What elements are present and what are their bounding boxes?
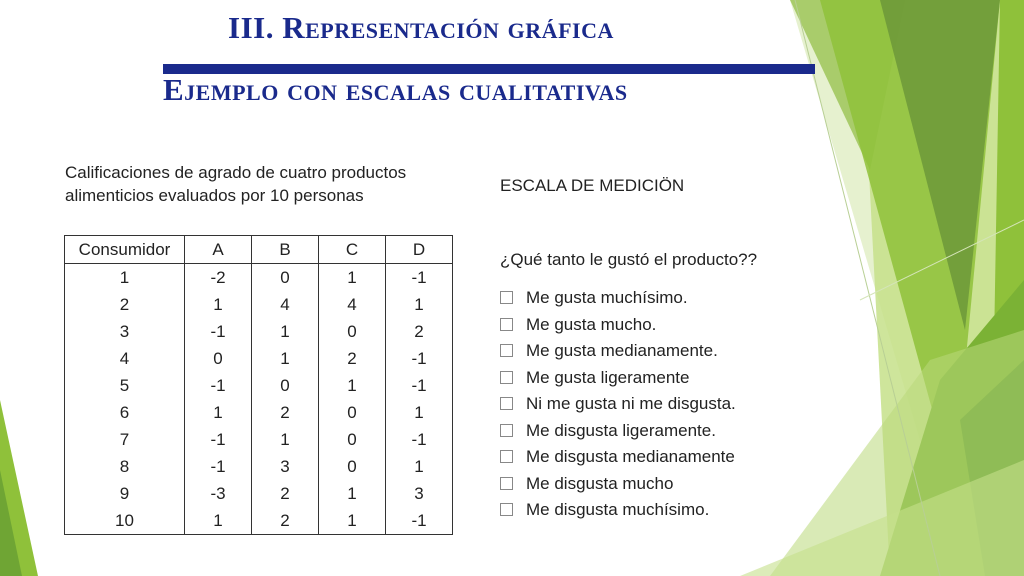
table-cell: 2 (252, 507, 319, 535)
table-cell: 2 (252, 480, 319, 507)
green-facet-decoration-left (0, 0, 60, 576)
list-item (500, 391, 736, 418)
table-row (65, 426, 453, 453)
option-label: Me gusta medianamente. (526, 341, 718, 360)
option-label: Me disgusta ligeramente. (526, 420, 716, 440)
table-cell: 2 (65, 291, 185, 318)
table-header-row (65, 236, 453, 264)
option-label: Me gusta mucho. (526, 314, 657, 334)
table-cell: -1 (185, 318, 252, 345)
list-item (500, 497, 736, 524)
table-cell: -1 (386, 345, 453, 372)
list-item (500, 444, 736, 471)
table-cell: 8 (65, 453, 185, 480)
checkbox-bullet-icon (500, 477, 513, 490)
list-item (500, 312, 736, 339)
table-cell: 0 (319, 426, 386, 453)
table-cell: 7 (65, 426, 185, 453)
list-item (500, 285, 736, 312)
table-cell: 2 (319, 345, 386, 372)
option-label: Ni me gusta ni me disgusta. (526, 394, 736, 413)
table-row (65, 318, 453, 345)
table-cell: 10 (65, 507, 185, 535)
table-cell: 1 (386, 291, 453, 318)
table-cell: 3 (65, 318, 185, 345)
table-cell: 4 (252, 291, 319, 318)
table-cell: 1 (319, 372, 386, 399)
column-header: D (386, 236, 453, 264)
table-cell: 9 (65, 480, 185, 507)
table-cell: 0 (252, 372, 319, 399)
table-row (65, 399, 453, 426)
checkbox-bullet-icon (500, 424, 513, 437)
list-item (500, 338, 736, 365)
table-cell: -1 (386, 372, 453, 399)
column-header: A (185, 236, 252, 264)
table-cell: 1 (386, 399, 453, 426)
table-cell: 2 (252, 399, 319, 426)
checkbox-bullet-icon (500, 450, 513, 463)
table-row (65, 372, 453, 399)
table-cell: 1 (65, 264, 185, 292)
ratings-table (64, 235, 453, 535)
table-cell: -1 (386, 264, 453, 292)
table-cell: 1 (185, 507, 252, 535)
table-cell: -1 (185, 372, 252, 399)
table-cell: 0 (252, 264, 319, 292)
table-cell: -2 (185, 264, 252, 292)
table-row (65, 345, 453, 372)
table-cell: 1 (319, 507, 386, 535)
table-cell: 1 (319, 264, 386, 292)
option-label: Me disgusta mucho (526, 473, 674, 493)
column-header: B (252, 236, 319, 264)
checkbox-bullet-icon (500, 371, 513, 384)
table-cell: 4 (65, 345, 185, 372)
table-cell: 1 (185, 399, 252, 426)
table-cell: 0 (319, 453, 386, 480)
table-cell: 1 (252, 318, 319, 345)
table-row (65, 291, 453, 318)
table-row (65, 507, 453, 535)
table-cell: 2 (386, 318, 453, 345)
checkbox-bullet-icon (500, 503, 513, 516)
table-cell: -1 (185, 426, 252, 453)
table-caption: Calificaciones de agrado de cuatro productos alimenticios evaluados por 10 personas (65, 163, 407, 205)
table-cell: 1 (252, 426, 319, 453)
table-cell: 3 (386, 480, 453, 507)
scale-options-list (500, 285, 736, 524)
table-cell: 0 (185, 345, 252, 372)
scale-title: ESCALA DE MEDICIÖN (500, 176, 685, 195)
checkbox-bullet-icon (500, 318, 513, 331)
option-label: Me gusta muchísimo. (526, 288, 688, 307)
table-cell: 6 (65, 399, 185, 426)
table-cell: 5 (65, 372, 185, 399)
table-row (65, 480, 453, 507)
page-subtitle: Ejemplo con escalas cualitativas (163, 72, 628, 107)
table-cell: -3 (185, 480, 252, 507)
list-item (500, 471, 736, 498)
checkbox-bullet-icon (500, 344, 513, 357)
table-cell: 0 (319, 399, 386, 426)
checkbox-bullet-icon (500, 397, 513, 410)
table-cell: -1 (185, 453, 252, 480)
table-cell: 3 (252, 453, 319, 480)
table-cell: 1 (319, 480, 386, 507)
column-header: C (319, 236, 386, 264)
table-cell: -1 (386, 507, 453, 535)
table-cell: 1 (252, 345, 319, 372)
column-header: Consumidor (65, 236, 185, 264)
table-cell: 4 (319, 291, 386, 318)
table-row (65, 264, 453, 292)
option-label: Me disgusta medianamente (526, 447, 735, 466)
table-cell: 1 (386, 453, 453, 480)
page-title: III. Representación gráfica (228, 10, 614, 45)
option-label: Me disgusta muchísimo. (526, 500, 710, 519)
table-row (65, 453, 453, 480)
table-cell: 0 (319, 318, 386, 345)
checkbox-bullet-icon (500, 291, 513, 304)
list-item (500, 365, 736, 392)
list-item (500, 418, 736, 445)
table-cell: -1 (386, 426, 453, 453)
table-cell: 1 (185, 291, 252, 318)
scale-question: ¿Qué tanto le gustó el producto?? (500, 250, 758, 269)
option-label: Me gusta ligeramente (526, 367, 690, 387)
